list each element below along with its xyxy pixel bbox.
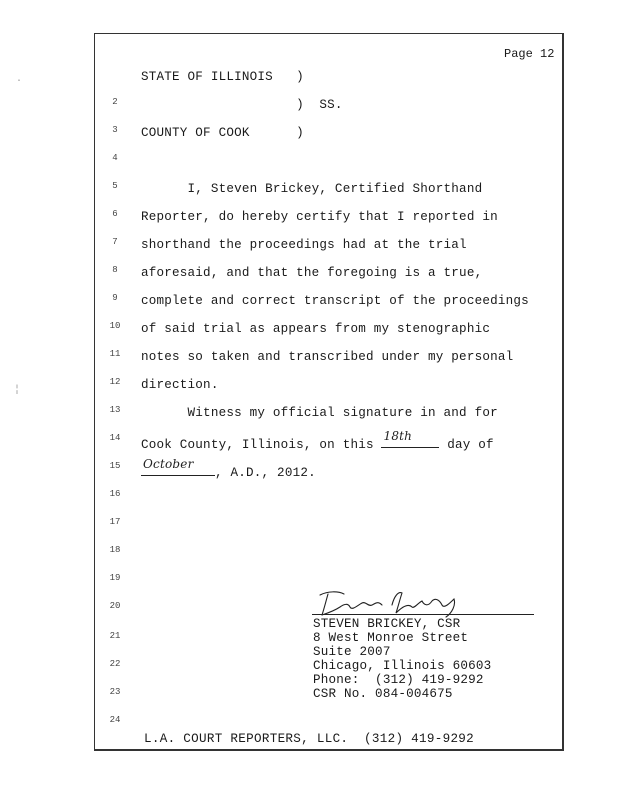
line-number: 5: [112, 181, 118, 191]
line-number: 10: [109, 321, 121, 331]
reporter-street: 8 West Monroe Street: [313, 631, 469, 645]
day-blank: [381, 429, 439, 448]
line-number: 22: [109, 659, 121, 669]
transcript-line: of said trial as appears from my stenographic: [141, 322, 491, 336]
line-number: 21: [109, 631, 121, 641]
date-line-month: [141, 457, 316, 480]
line-number: 17: [109, 517, 121, 527]
date-line-year: , A.D., 2012.: [215, 466, 316, 480]
handwritten-day: 18th: [383, 429, 413, 443]
date-line-suffix: day of: [439, 438, 494, 452]
reporter-license: CSR No. 084-004675: [313, 687, 453, 701]
handwritten-month: October: [143, 457, 194, 471]
line-number: 2: [112, 97, 118, 107]
transcript-line: shorthand the proceedings had at the trial: [141, 238, 467, 252]
line-number: 16: [109, 489, 121, 499]
page-footer: L.A. COURT REPORTERS, LLC. (312) 419-9292: [144, 732, 475, 746]
line-number: 20: [109, 601, 121, 611]
transcript-line: I, Steven Brickey, Certified Shorthand: [141, 182, 483, 196]
line-number: 7: [112, 237, 118, 247]
reporter-city: Chicago, Illinois 60603: [313, 659, 492, 673]
caption-ss: ) SS.: [141, 98, 343, 112]
transcript-line: notes so taken and transcribed under my personal: [141, 350, 514, 364]
scan-mark: ¦: [14, 385, 21, 396]
line-number: 8: [112, 265, 118, 275]
line-number: 14: [109, 433, 121, 443]
date-line-day: [141, 429, 494, 452]
line-number: 24: [109, 715, 121, 725]
line-number: 23: [109, 687, 121, 697]
transcript-line: direction.: [141, 378, 219, 392]
handwritten-signature: [314, 585, 474, 619]
caption-state: STATE OF ILLINOIS ): [141, 70, 304, 84]
reporter-phone: Phone: (312) 419-9292: [313, 673, 484, 687]
transcript-line: Reporter, do hereby certify that I reported in: [141, 210, 498, 224]
reporter-name: STEVEN BRICKEY, CSR: [313, 617, 461, 631]
line-number: 19: [109, 573, 121, 583]
month-blank: [141, 457, 215, 476]
transcript-line: aforesaid, and that the foregoing is a true,: [141, 266, 483, 280]
date-line-prefix: Cook County, Illinois, on this: [141, 438, 382, 452]
line-number: 13: [109, 405, 121, 415]
line-number: 4: [112, 153, 118, 163]
line-number: 9: [112, 293, 118, 303]
transcript-line: complete and correct transcript of the proceedings: [141, 294, 529, 308]
page-number: Page 12: [504, 47, 555, 61]
line-number: 11: [109, 349, 121, 359]
line-number: 15: [109, 461, 121, 471]
line-number: 3: [112, 125, 118, 135]
line-number: 12: [109, 377, 121, 387]
line-number: 6: [112, 209, 118, 219]
transcript-line: Witness my official signature in and for: [141, 406, 498, 420]
caption-county: COUNTY OF COOK ): [141, 126, 304, 140]
reporter-suite: Suite 2007: [313, 645, 391, 659]
line-number: 18: [109, 545, 121, 555]
scan-mark: ·: [16, 76, 23, 87]
